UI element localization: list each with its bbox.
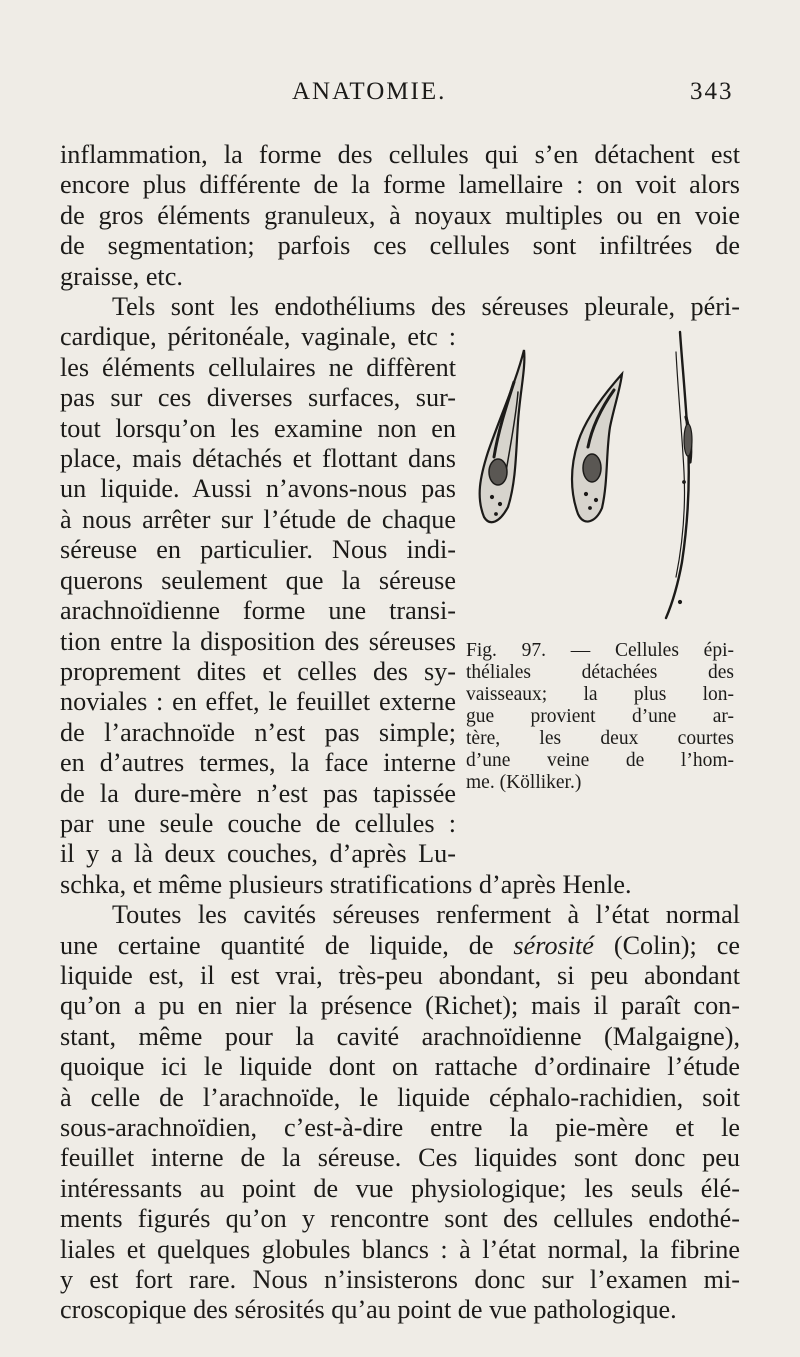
short-cell-left bbox=[480, 350, 525, 522]
text-line: intéressants au point de vue physiologique; les seuls élé- bbox=[60, 1173, 740, 1203]
figure-97-illustration bbox=[456, 322, 740, 632]
text-line: un liquide. Aussi n’avons-nous pas bbox=[60, 474, 456, 504]
text-line: querons seulement que la séreuse bbox=[60, 565, 456, 595]
running-title: ANATOMIE. bbox=[292, 78, 447, 105]
paragraph-2 bbox=[60, 292, 740, 900]
text-line: quoique ici le liquide dont on rattache d’ordinaire l’étude bbox=[60, 1052, 740, 1082]
text-line: par une seule couche de cellules : bbox=[60, 808, 456, 838]
text-line: les éléments cellulaires ne diffèrent bbox=[60, 352, 456, 382]
text-line: proprement dites et celles des sy- bbox=[60, 656, 456, 686]
figure-97 bbox=[456, 322, 740, 869]
text-line: de segmentation; parfois ces cellules sont infiltrées de bbox=[60, 231, 740, 261]
text-line: place, mais détachés et flottant dans bbox=[60, 444, 456, 474]
caption-line: gue provient d’une ar- bbox=[466, 706, 734, 728]
page-number: 343 bbox=[690, 78, 734, 105]
text-line: croscopique des sérosités qu’au point de vue pathologique. bbox=[60, 1295, 677, 1325]
text-line: sous-arachnoïdien, c’est-à-dire entre la pie-mère et le bbox=[60, 1113, 740, 1142]
text-line: pas sur ces diverses surfaces, sur- bbox=[60, 383, 456, 413]
short-cell-middle bbox=[572, 374, 622, 522]
text-line: il y a là deux couches, d’après Lu- bbox=[60, 839, 456, 869]
text-line: noviales : en effet, le feuillet externe bbox=[60, 687, 456, 717]
text-line: de la dure-mère n’est pas tapissée bbox=[60, 778, 456, 808]
caption-line: vaisseaux; la plus lon- bbox=[466, 684, 734, 706]
text-line: à nous arrêter sur l’étude de chaque bbox=[60, 504, 456, 534]
text-fragment: (Colin); ce bbox=[593, 930, 740, 960]
text-line: stant, même pour la cavité arachnoïdienne (Malgaigne), bbox=[60, 1021, 740, 1051]
text-line: de l’arachnoïde n’est pas simple; bbox=[60, 717, 456, 747]
text-line: liales et quelques globules blancs : à l’état normal, la fibrine bbox=[60, 1234, 740, 1264]
text-line: Toutes les cavités séreuses renferment à l’état normal bbox=[112, 900, 740, 930]
caption-line: tère, les deux courtes bbox=[466, 728, 734, 750]
body-text bbox=[60, 140, 740, 1326]
text-line: encore plus différente de la forme lamellaire : on voit alors bbox=[60, 170, 740, 200]
emphasis-serosite: sérosité bbox=[513, 930, 594, 960]
paragraph-1 bbox=[60, 140, 740, 292]
text-line: liquide est, il est vrai, très-peu abondant, si peu abondant bbox=[60, 960, 740, 990]
caption-line: Fig. 97. — Cellules épi- bbox=[466, 640, 734, 662]
text-line: de gros éléments granuleux, à noyaux multiples ou en voie bbox=[60, 200, 740, 230]
text-line: schka, et même plusieurs stratifications d’après Henle. bbox=[60, 869, 632, 899]
text-line bbox=[60, 931, 740, 961]
long-cell-right bbox=[666, 332, 692, 618]
running-header bbox=[0, 78, 800, 112]
caption-line: d’une veine de l’hom- bbox=[466, 750, 734, 772]
text-fragment: une certaine quantité de liquide, de bbox=[60, 930, 514, 960]
caption-line: me. (Kölliker.) bbox=[466, 772, 582, 794]
text-line: ments figurés qu’on y rencontre sont des cellules endothé- bbox=[60, 1204, 740, 1234]
text-line: à celle de l’arachnoïde, le liquide céphalo-rachidien, soit bbox=[60, 1082, 740, 1112]
text-line: graisse, etc. bbox=[60, 261, 183, 291]
text-line: Tels sont les endothéliums des séreuses pleurale, péri- bbox=[112, 292, 740, 322]
text-line: arachnoïdienne forme une transi- bbox=[60, 596, 456, 626]
text-line: tion entre la disposition des séreuses bbox=[60, 626, 456, 656]
figure-caption bbox=[466, 640, 734, 794]
text-line: y est fort rare. Nous n’insisterons donc sur l’examen mi- bbox=[60, 1265, 740, 1295]
text-line: en d’autres termes, la face interne bbox=[60, 748, 456, 778]
text-line: feuillet interne de la séreuse. Ces liquides sont donc peu bbox=[60, 1143, 740, 1173]
paragraph-3 bbox=[60, 900, 740, 1326]
caption-line: théliales détachées des bbox=[466, 662, 734, 684]
text-figure-block bbox=[60, 322, 740, 869]
text-line: séreuse en particulier. Nous indi- bbox=[60, 535, 456, 565]
text-line: inflammation, la forme des cellules qui s’en détachent est bbox=[60, 140, 740, 169]
text-line: qu’on a pu en nier la présence (Richet); mais il paraît con- bbox=[60, 991, 740, 1021]
text-line: cardique, péritonéale, vaginale, etc : bbox=[60, 322, 456, 352]
wrapped-text-column bbox=[60, 322, 456, 869]
text-line: tout lorsqu’on les examine non en bbox=[60, 413, 456, 443]
